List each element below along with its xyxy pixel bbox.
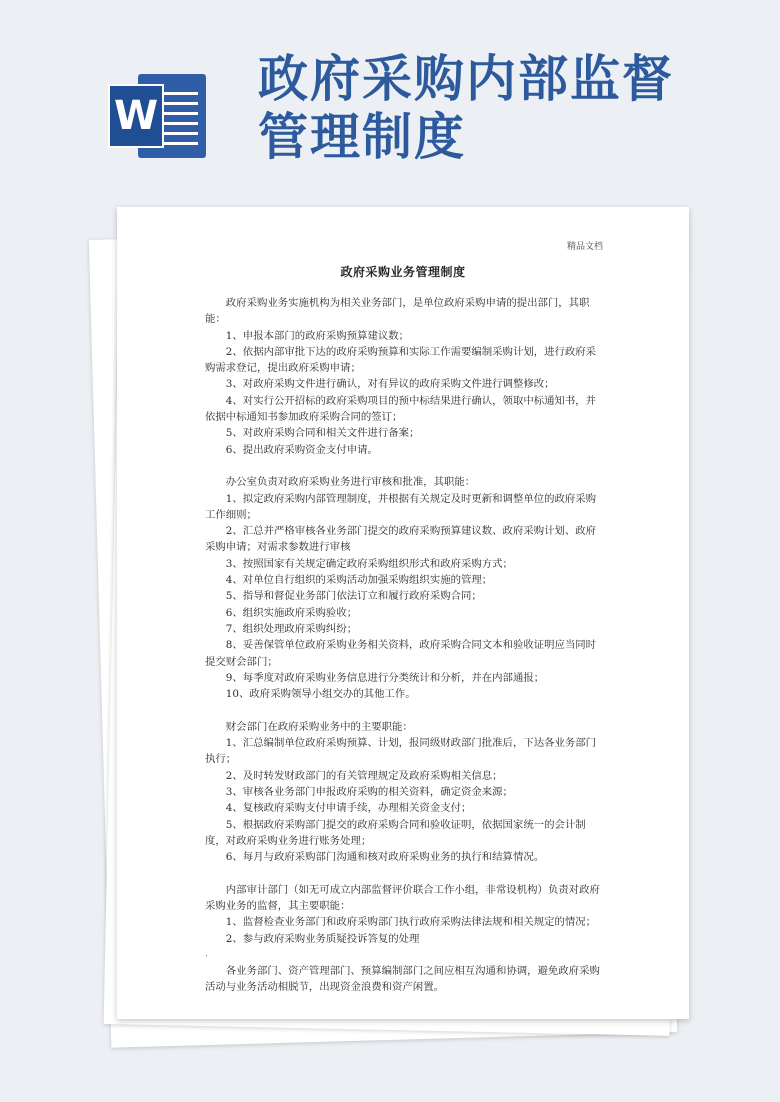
list-item: 5、指导和督促业务部门依法订立和履行政府采购合同； [225, 590, 482, 603]
section-gap [205, 458, 605, 474]
end-mark: . [205, 949, 208, 959]
word-icon [108, 70, 208, 162]
section-heading: 政府采购业务实施机构为相关业务部门，是单位政府采购申请的提出部门，其职能： [205, 297, 590, 326]
list-item: 10、政府采购领导小组交办的其他工作。 [225, 688, 416, 701]
section-gap [205, 947, 605, 963]
list-item: 6、组织实施政府采购验收； [225, 606, 358, 619]
banner [0, 0, 780, 200]
document-title: 政府采购业务管理制度 [340, 265, 466, 279]
section-gap [205, 865, 605, 881]
list-item: 9、每季度对政府采购业务信息进行分类统计和分析，并在内部通报； [225, 671, 545, 684]
list-item: 5、对政府采购合同和相关文件进行备案； [225, 427, 420, 440]
list-item: 6、提出政府采购资金支付申请。 [225, 443, 378, 456]
list-item: 3、按照国家有关规定确定政府采购组织形式和政府采购方式； [225, 557, 513, 570]
list-item: 4、对单位自行组织的采购活动加强采购组织实施的管理； [225, 574, 493, 587]
section-heading: 办公室负责对政府采购业务进行审核和批准，其职能： [225, 476, 476, 489]
list-item: 8、妥善保管单位政府采购业务相关资料，政府采购合同文本和验收证明应当同时提交财会部门； [205, 639, 597, 668]
list-item: 2、依据内部审批下达的政府采购预算和实际工作需要编制采购计划，进行政府采购需求登记，提出政府采购申请； [205, 345, 597, 375]
list-item: 1、监督检查业务部门和政府采购部门执行政府采购法律法规和相关规定的情况； [225, 916, 597, 929]
list-item: 1、拟定政府采购内部管理制度，并根据有关规定及时更新和调整单位的政府采购工作细则； [205, 492, 597, 521]
banner-title [258, 50, 758, 166]
list-item: 3、审核各业务部门申报政府采购的相关资料，确定资金来源； [225, 785, 513, 798]
corner-label: 精品文档 [566, 242, 603, 252]
word-letter: W [108, 84, 164, 148]
list-item: 6、每月与政府采购部门沟通和核对政府采购业务的执行和结算情况。 [225, 851, 545, 864]
banner-title-line2: 管理制度 [258, 108, 466, 166]
section-heading: 财会部门在政府采购业务中的主要职能： [225, 720, 413, 733]
section-heading: 各业务部门、资产管理部门、预算编制部门之间应相互沟通和协调，避免政府采购活动与业务活动相脱节，出现资金浪费和资产闲置。 [205, 965, 600, 994]
banner-title-line1: 政府采购内部监督 [258, 50, 674, 108]
list-item: 5、根据政府采购部门提交的政府采购合同和验收证明，依据国家统一的会计制度，对政府采购业务进行账务处理； [205, 818, 586, 847]
list-item: 2、参与政府采购业务质疑投诉答复的处理 [225, 932, 420, 945]
list-item: 2、及时转发财政部门的有关管理规定及政府采购相关信息； [225, 769, 503, 782]
list-item: 1、申报本部门的政府采购预算建议数； [225, 329, 410, 342]
section-heading: 内部审计部门（如无可成立内部监督评价联合工作小组，非常设机构）负责对政府采购业务的监督，其主要职能： [205, 883, 600, 912]
list-item: 1、汇总编制单位政府采购预算、计划，报同级财政部门批准后，下达各业务部门执行； [205, 737, 597, 766]
list-item: 7、组织处理政府采购纠纷； [225, 622, 358, 635]
list-item: 4、复核政府采购支付申请手续，办理相关资金支付； [225, 802, 472, 815]
list-item: 4、对实行公开招标的政府采购项目的预中标结果进行确认，领取中标通知书，并依据中标通知书参加政府采购合同的签订； [205, 394, 597, 424]
list-item: 2、汇总并严格审核各业务部门提交的政府采购预算建议数、政府采购计划、政府采购申请；对需求参数进行审核 [205, 525, 597, 554]
document-page [117, 207, 689, 1019]
section-gap [205, 702, 605, 718]
list-item: 3、对政府采购文件进行确认，对有异议的政府采购文件进行调整修改； [225, 378, 555, 391]
document-body [205, 295, 605, 996]
